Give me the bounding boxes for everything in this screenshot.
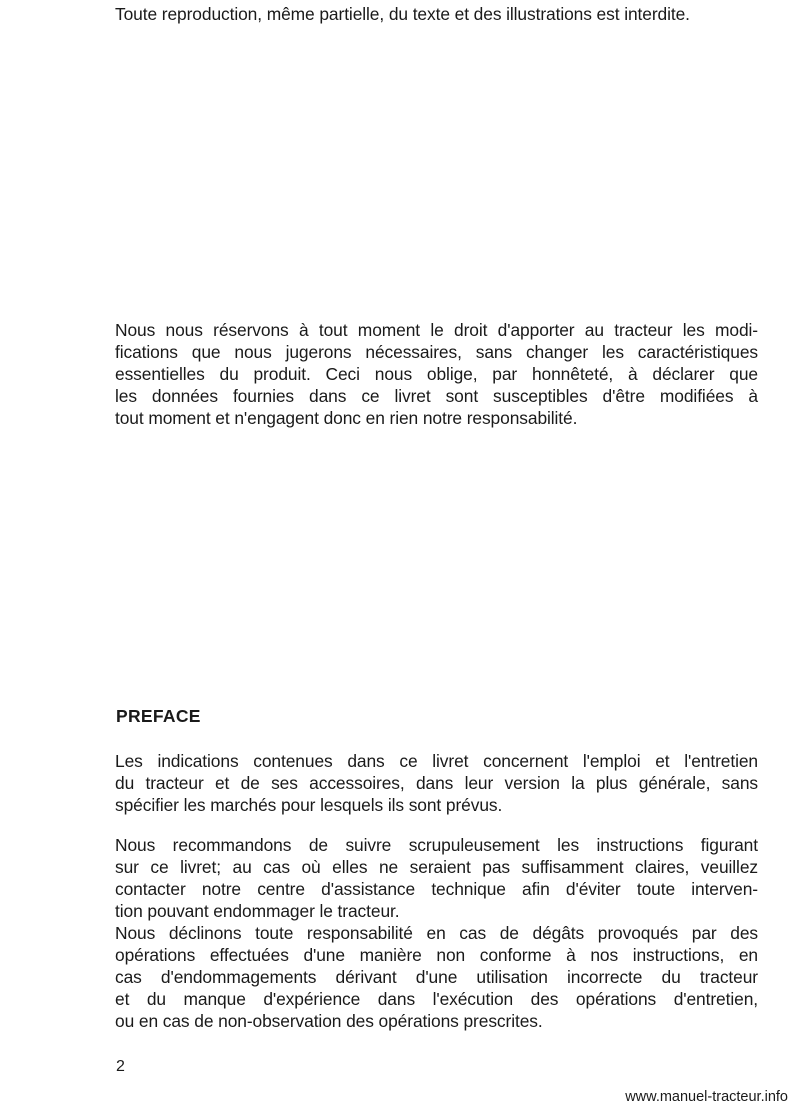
disclaimer-line: Nous nous réservons à tout moment le droit d'apporter au tracteur les modi- [115, 320, 758, 340]
disclaimer-line: les données fournies dans ce livret sont susceptibles d'être modifiées à [115, 386, 758, 406]
preface-line: ou en cas de non-observation des opérations prescrites. [115, 1011, 543, 1031]
preface-line: spécifier les marchés pour lesquels ils sont prévus. [115, 795, 503, 815]
preface-line: sur ce livret; au cas où elles ne seraient pas suffisamment claires, veuillez [115, 857, 758, 877]
preface-line: opérations effectuées d'une manière non conforme à nos instructions, en [115, 945, 758, 965]
page-number: 2 [116, 1058, 125, 1075]
preface-line: cas d'endommagements dérivant d'une utilisation incorrecte du tracteur [115, 967, 758, 987]
preface-line: Nous recommandons de suivre scrupuleusement les instructions figurant [115, 835, 758, 855]
preface-line: Nous déclinons toute responsabilité en cas de dégâts provoqués par des [115, 923, 758, 943]
disclaimer-line: fications que nous jugerons nécessaires, sans changer les caractéristiques [115, 342, 758, 362]
preface-heading: PREFACE [116, 706, 201, 726]
disclaimer-line: essentielles du produit. Ceci nous oblige, par honnêteté, à déclarer que [115, 364, 758, 384]
preface-line: Les indications contenues dans ce livret concernent l'emploi et l'entretien [115, 751, 758, 771]
copyright-notice: Toute reproduction, même partielle, du texte et des illustrations est interdite. [115, 4, 690, 24]
preface-line: du tracteur et de ses accessoires, dans leur version la plus générale, sans [115, 773, 758, 793]
disclaimer-line: tout moment et n'engagent donc en rien notre responsabilité. [115, 408, 578, 428]
preface-line: tion pouvant endommager le tracteur. [115, 901, 400, 921]
preface-line: et du manque d'expérience dans l'exécution des opérations d'entretien, [115, 989, 758, 1009]
preface-line: contacter notre centre d'assistance technique afin d'éviter toute interven- [115, 879, 758, 899]
footer-site-link[interactable]: www.manuel-tracteur.info [625, 1089, 788, 1105]
